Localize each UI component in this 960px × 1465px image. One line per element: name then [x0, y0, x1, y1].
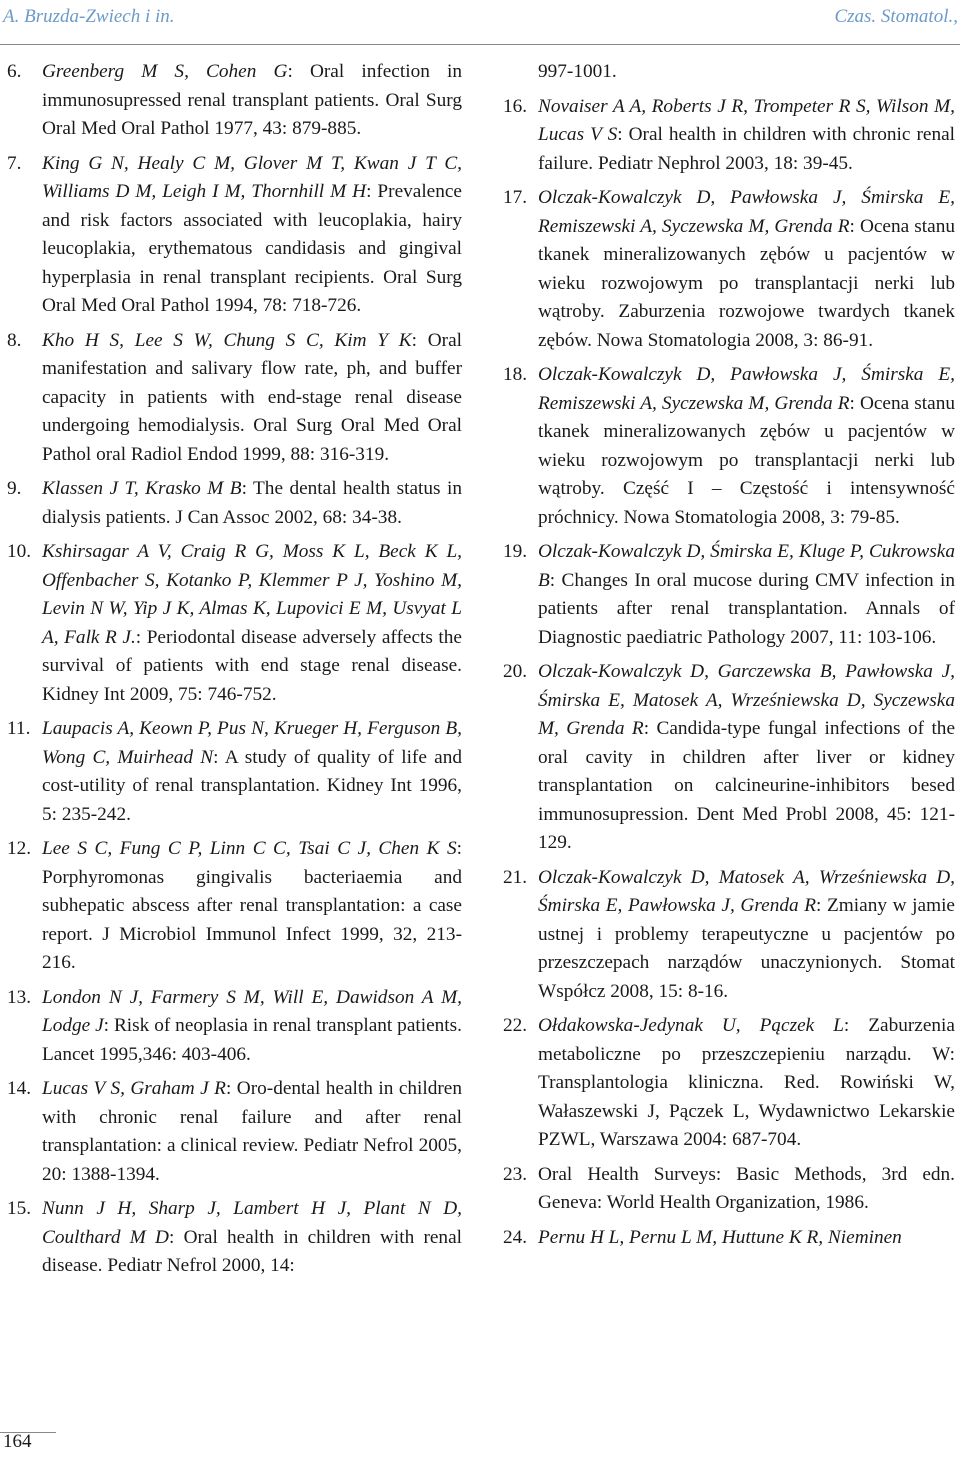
reference-separator: : [287, 61, 310, 82]
reference-authors: Olczak-Kowalczyk D, Pawłowska J, Śmirska E, Remiszewski A, Syczewska M, Grenda R [538, 187, 955, 237]
reference-item [7, 715, 462, 829]
reference-number: 12. [7, 838, 32, 859]
reference-text: A study of quality of life and cost-utility of renal transplantation. Kidney Int 1996, 5: 235-242. [42, 746, 462, 825]
reference-text: Risk of neoplasia in renal transplant patients. Lancet 1995,346: 403-406. [42, 1015, 462, 1065]
reference-item [7, 835, 462, 978]
reference-separator: : [849, 215, 860, 237]
reference-body [538, 658, 955, 858]
reference-body [42, 475, 462, 532]
reference-text: Oral infection in immunosupressed renal transplant patients. Oral Surg Oral Med Oral Pathol 1977, 43: 879-885. [42, 61, 462, 139]
reference-item [503, 864, 955, 1007]
reference-body [42, 1075, 462, 1189]
reference-body [42, 984, 462, 1070]
reference-separator: : [213, 746, 225, 768]
reference-authors: Olczak-Kowalczyk D, Pawłowska J, Śmirska E, Remiszewski A, Syczewska M, Grenda R [538, 364, 955, 414]
reference-authors: London N J, Farmery S M, Will E, Dawidson A M, Lodge J [42, 986, 462, 1036]
reference-number: 18. [503, 364, 528, 385]
reference-separator: : [816, 895, 828, 916]
reference-number: 15. [7, 1198, 32, 1219]
header-journal: Czas. Stomatol., [834, 6, 958, 27]
reference-authors: Ołdakowska-Jedynak U, Pączek L [538, 1015, 844, 1036]
reference-separator: : [456, 838, 462, 859]
reference-authors: Novaiser A A, Roberts J R, Trompeter R S, Wilson M, Lucas V S [538, 95, 955, 145]
reference-number: 13. [7, 986, 32, 1008]
reference-authors: Kshirsagar A V, Craig R G, Moss K L, Beck K L, Offenbacher S, Kotanko P, Klemmer P J, Yoshino M, Levin N W, Yip J K, Almas K, Lupovici E M, Usvyat L A, Falk R J. [42, 541, 462, 648]
reference-separator: : [549, 569, 562, 591]
right-column [503, 58, 955, 1258]
reference-number: 17. [503, 187, 528, 208]
reference-authors: Klassen J T, Krasko M B [42, 478, 242, 499]
reference-item [503, 184, 955, 355]
reference-authors: Olczak-Kowalczyk D, Matosek A, Wrześniewska D, Śmirska E, Pawłowska J, Grenda R [538, 866, 955, 916]
reference-text: Prevalence and risk factors associated with leucoplakia, hairy leucoplakia, erythematous candidasis and gingival hyperplasia in renal transplant recipients. Oral Surg Oral Med Oral Pathol 1994, 78: 718-726. [42, 181, 462, 316]
reference-body [42, 1195, 462, 1281]
reference-authors: Laupacis A, Keown P, Pus N, Krueger H, Ferguson B, Wong C, Muirhead N [42, 718, 462, 768]
reference-number: 14. [7, 1078, 32, 1099]
reference-number: 24. [503, 1226, 528, 1248]
reference-body [42, 327, 462, 470]
running-header [0, 0, 960, 45]
reference-body [42, 538, 462, 709]
reference-text: Periodontal disease adversely affects the survival of patients with end stage renal disease. Kidney Int 2009, 75: 746-752. [42, 626, 462, 705]
reference-authors: Olczak-Kowalczyk D, Śmirska E, Kluge P, Cukrowska B [538, 541, 955, 591]
reference-separator: : [843, 1015, 869, 1036]
reference-text: The dental health status in dialysis patients. J Can Assoc 2002, 68: 34-38. [42, 478, 462, 528]
reference-text: Zmiany w jamie ustnej i problemy terapeutyczne u pacjentów po przeszczepach narządów unaczynionych. Stomat Współcz 2008, 15: 8-16. [538, 895, 955, 1002]
reference-item [7, 1075, 462, 1189]
left-column [7, 58, 462, 1287]
reference-body [538, 93, 955, 179]
reference-number: 21. [503, 866, 528, 888]
reference-body [538, 184, 955, 355]
reference-item [7, 1195, 462, 1281]
reference-text: Oral Health Surveys: Basic Methods, 3rd edn. Geneva: World Health Organization, 1986. [538, 1163, 955, 1213]
reference-body [538, 1161, 955, 1218]
reference-separator: : [168, 1226, 184, 1248]
reference-text: Oral health in children with renal disease. Pediatr Nefrol 2000, 14: [42, 1226, 462, 1276]
reference-number: 11. [7, 718, 31, 739]
reference-number: 6. [7, 61, 22, 82]
reference-authors: King G N, Healy C M, Glover M T, Kwan J T C, Williams D M, Leigh I M, Thornhill M H [42, 152, 462, 202]
reference-number: 23. [503, 1163, 528, 1185]
reference-item [503, 658, 955, 858]
reference-continuation [503, 58, 955, 87]
reference-text: Ocena stanu tkanek mineralizowanych zębów u pacjentów w wieku rozwojowym po transplantacji nerki lub wątroby. Część I – Częstość i intensywność próchnicy. Nowa Stomatologia 2008, 3: 79-85. [538, 392, 955, 528]
reference-item [503, 361, 955, 532]
reference-separator: : [241, 478, 254, 499]
reference-number: 16. [503, 95, 528, 117]
reference-item [7, 327, 462, 470]
reference-item [503, 538, 955, 652]
reference-body [42, 150, 462, 321]
reference-text: Oro-dental health in children with chronic renal failure and after renal transplantation: a clinical review. Pediatr Nefrol 2005, 20: 1388-1394. [42, 1078, 462, 1185]
page-number: 164 [3, 1431, 32, 1452]
reference-authors: Nunn J H, Sharp J, Lambert H J, Plant N D, Coulthard M D [42, 1198, 462, 1248]
reference-item [7, 150, 462, 321]
reference-body [42, 715, 462, 829]
reference-text: Porphyromonas gingivalis bacteriaemia and subhepatic abscess after renal transplantation: a case report. J Microbiol Immunol Infect 1999, 32, 213-216. [42, 866, 462, 973]
reference-text: Oral health in children with chronic renal failure. Pediatr Nephrol 2003, 18: 39-45. [538, 124, 956, 174]
reference-item [7, 475, 462, 532]
reference-number: 7. [7, 152, 22, 174]
reference-authors: Olczak-Kowalczyk D, Garczewska B, Pawłowska J, Śmirska E, Matosek A, Wrześniewska D, Syczewska M, Grenda R [538, 661, 955, 739]
reference-item [503, 1224, 955, 1253]
reference-separator: : [103, 1015, 114, 1036]
reference-item [7, 538, 462, 709]
reference-item [503, 93, 955, 179]
reference-authors: Lee S C, Fung C P, Linn C C, Tsai C J, Chen K S [42, 838, 457, 859]
reference-text: Candida-type fungal infections of the oral cavity in children after liver or kidney transplantation on calcineurine-inhibitors besed immunosupression. Dent Med Probl 2008, 45: 121-129. [538, 718, 956, 853]
reference-separator: : [411, 329, 428, 351]
reference-body [538, 1012, 955, 1155]
reference-number: 22. [503, 1015, 528, 1036]
reference-separator: : [849, 392, 860, 414]
reference-body [42, 835, 462, 978]
reference-separator: : [135, 626, 147, 648]
reference-body [538, 538, 955, 652]
reference-separator: : [617, 124, 629, 145]
reference-number: 9. [7, 478, 22, 499]
reference-item [7, 984, 462, 1070]
reference-body [538, 361, 955, 532]
reference-text: Oral manifestation and salivary flow rate, ph, and buffer capacity in patients with end-stage renal disease undergoing hemodialysis. Oral Surg Oral Med Oral Pathol oral Radiol Endod 1999, 88: 316-319. [42, 329, 462, 465]
reference-body [538, 864, 955, 1007]
reference-number: 10. [7, 541, 32, 562]
reference-separator: : [366, 181, 378, 202]
reference-text: Changes In oral mucose during CMV infection in patients after renal transplantation. Annals of Diagnostic paediatric Pathology 2007, 11: 103-106. [538, 569, 955, 648]
reference-text: Zaburzenia metaboliczne po przeszczepieniu narządu. W: Transplantologia kliniczna. Red. Rowiński W, Wałaszewski J, Pączek L, Wydawnictwo Lekarskie PZWL, Warszawa 2004: 687-704. [538, 1015, 955, 1150]
reference-separator: : [225, 1078, 237, 1099]
reference-separator: : [643, 718, 657, 739]
reference-authors: Greenberg M S, Cohen G [42, 61, 288, 82]
reference-item [503, 1012, 955, 1155]
reference-text: 997-1001. [538, 61, 617, 82]
reference-number: 19. [503, 541, 528, 562]
reference-authors: Kho H S, Lee S W, Chung S C, Kim Y K [42, 329, 412, 351]
reference-body [42, 58, 462, 144]
reference-number: 20. [503, 661, 528, 682]
reference-body [538, 1224, 955, 1253]
reference-number: 8. [7, 329, 22, 351]
reference-authors: Lucas V S, Graham J R [42, 1078, 226, 1099]
reference-item [503, 1161, 955, 1218]
reference-item [7, 58, 462, 144]
reference-authors: Pernu H L, Pernu L M, Huttune K R, Nieminen [538, 1226, 902, 1248]
reference-text: Ocena stanu tkanek mineralizowanych zębów u pacjentów w wieku rozwojowym po transplantacji nerki lub wątroby. Zaburzenia rozwojowe twardych tkanek zębów. Nowa Stomatologia 2008, 3: 86-91. [538, 215, 955, 351]
header-authors: A. Bruzda-Zwiech i in. [3, 6, 175, 27]
